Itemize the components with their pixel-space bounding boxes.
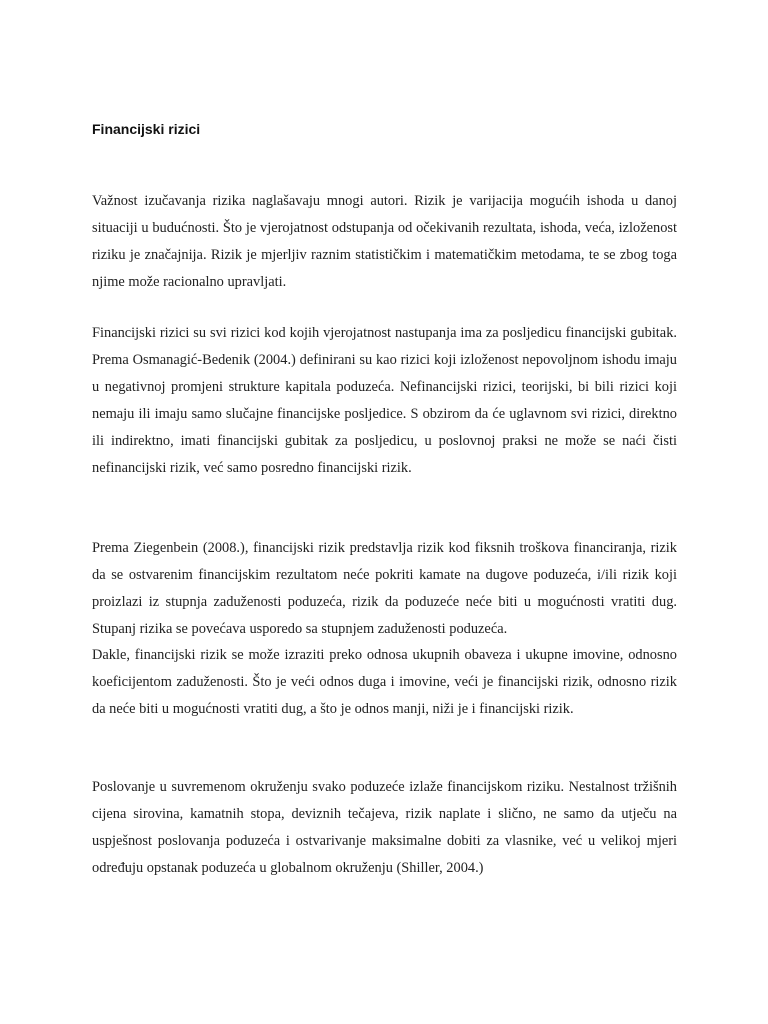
paragraph-4: Dakle, financijski rizik se može izraziti preko odnosa ukupnih obaveza i ukupne imovine, odnosno koeficijentom zaduženosti. Što je veći odnos duga i imovine, veći je financijski rizik, odnosno rizik da neće biti u mogućnosti vratiti dug, a što je odnos manji, niži je i financijski rizik. [92,647,677,717]
document-heading: Financijski rizici [92,121,201,137]
paragraph-1: Važnost izučavanja rizika naglašavaju mnogi autori. Rizik je varijacija mogućih ishoda u danoj situaciji u budućnosti. Što je vjerojatnost odstupanja od očekivanih rezultata, ishoda, veća, izloženost riziku je značajnija. Rizik je mjerljiv raznim statističkim i matematičkim metodama, te se zbog toga njime može racionalno upravljati. [92,193,677,290]
paragraph-3: Prema Ziegenbein (2008.), financijski rizik predstavlja rizik kod fiksnih troškova financiranja, rizik da se ostvarenim financijskim rezultatom neće pokriti kamate na dugove poduzeća, i/ili rizik koji proizlazi iz stupnja zaduženosti poduzeća, rizik da poduzeće neće biti u mogućnosti vratiti dug. Stupanj rizika se povećava usporedo sa stupnjem zaduženosti poduzeća. [92,540,677,637]
paragraph-5: Poslovanje u suvremenom okruženju svako poduzeće izlaže financijskom riziku. Nestalnost tržišnih cijena sirovina, kamatnih stopa, deviznih tečajeva, rizik naplate i slično, ne samo da utječu na uspješnost poslovanja poduzeća i ostvarivanje maksimalne dobiti za vlasnike, već u velikoj mjeri određuju opstanak poduzeća u globalnom okruženju (Shiller, 2004.) [92,779,677,876]
paragraph-2: Financijski rizici su svi rizici kod kojih vjerojatnost nastupanja ima za posljedicu financijski gubitak. Prema Osmanagić-Bedenik (2004.) definirani su kao rizici koji izloženost nepovoljnom ishodu imaju u negativnoj promjeni strukture kapitala poduzeća. Nefinancijski rizici, teorijski, bi bili rizici koji nemaju ili imaju samo slučajne financijske posljedice. S obzirom da će uglavnom svi rizici, direktno ili indirektno, imati financijski gubitak za posljedicu, u poslovnoj praksi ne može se naći čisti nefinancijski rizik, već samo posredno financijski rizik. [92,325,677,476]
